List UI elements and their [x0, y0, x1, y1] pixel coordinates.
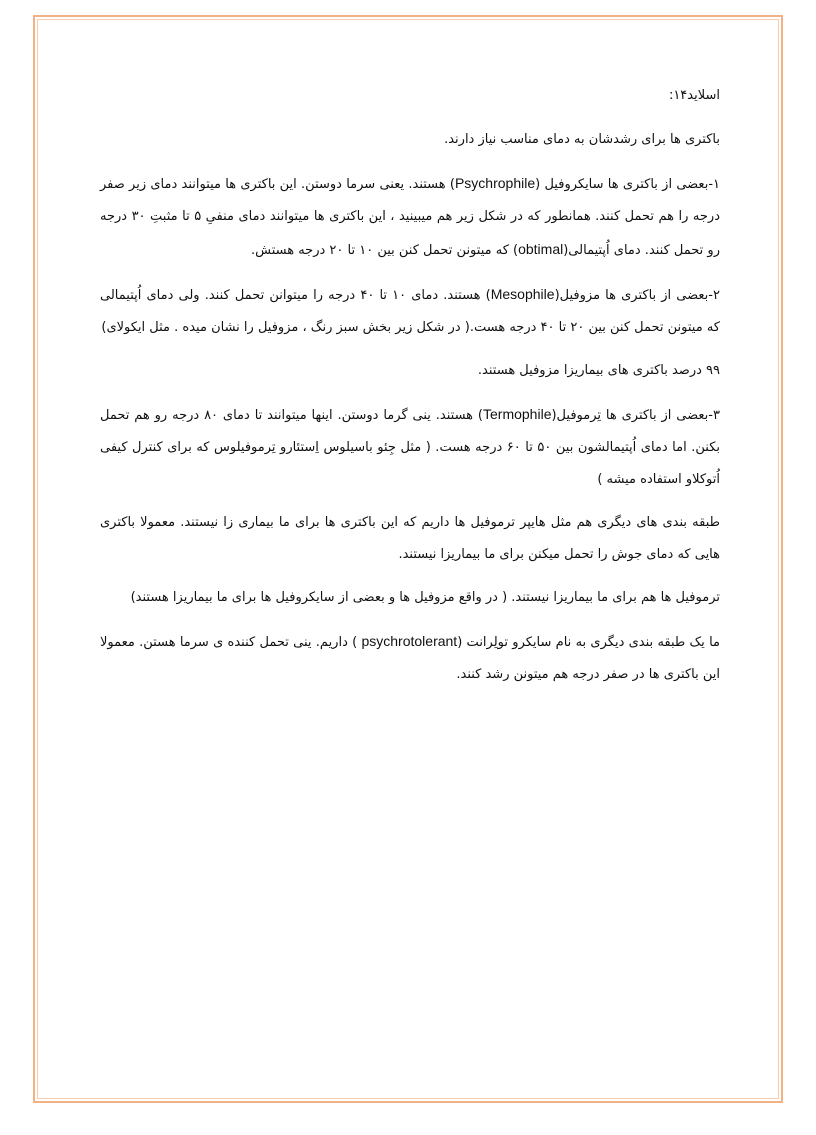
slide-title: اسلاید۱۴: [668, 88, 720, 103]
paragraph-text: ۱-بعضی از باکتری ها سایکروفیل ( [535, 177, 720, 192]
paragraph-text: ما یک طبقه بندی دیگری به نام سایکرو تولِرانت ( [457, 635, 720, 650]
paragraph-text: ) هستند. یعنی سرما دوستن. این باکتری ها میتوانند دمای زیر صفر درجه را هم تحمل کنند. همانطور که در شکل زیر هم میبینید ، این باکتری ها میتوانند دمای منفیِ ۵ تا مثبتِ ۳۰ درجه رو تحمل کنند. دمای اُپتیمالی( [100, 177, 720, 258]
paragraph-list [100, 124, 720, 691]
paragraph-p3 [100, 278, 720, 344]
paragraph-text: ترموفیل ها هم برای ما بیماریزا نیستند. ( در واقع مزوفیل ها و بعضی از سایکروفیل ها برای ما بیماریزا هستند) [130, 590, 720, 605]
paragraph-p4 [100, 355, 720, 387]
paragraph-p6 [100, 507, 720, 571]
paragraph-p5 [100, 398, 720, 496]
paragraph-text: ) هستند. دمای ۱۰ تا ۴۰ درجه را میتوانن تحمل کنند. ولی دمای اُپتیمالی که میتونن تحمل کنن بین ۲۰ تا ۴۰ درجه هست.( در شکل زیر بخش سبز رنگ ، مزوفیل را نشان میده . مثل ایکولای) [100, 288, 720, 335]
paragraph-text: ) هستند. ینی گرما دوستن. اینها میتوانند تا دمای ۸۰ درجه رو هم تحمل بکنن. اما دمای اُپتیمالشون بین ۵۰ تا ۶۰ درجه هست. ( مثل جِئو باسیلوس اِستئارو تِرموفیلوس که برای کنترل کیفی اُتوکلاو استفاده میشه ) [100, 408, 720, 487]
paragraph-text: طبقه بندی های دیگری هم مثل هایپر ترموفیل ها داریم که این باکتری ها برای ما بیماری زا نیستند. معمولا باکتری هایی که دمای جوش را تحمل میکنن برای ما بیماریزا نیستند. [100, 515, 720, 562]
latin-term: obtimal [518, 241, 564, 257]
latin-term: Mesophile [490, 286, 555, 302]
document-body [100, 80, 720, 702]
paragraph-p8 [100, 625, 720, 691]
paragraph-text: باکتری ها برای رشدشان به دمای مناسب نیاز دارند. [444, 132, 720, 147]
paragraph-p2 [100, 167, 720, 267]
paragraph-text: ۹۹ درصد باکتری های بیماریزا مزوفیل هستند. [477, 363, 720, 378]
latin-term: Termophile [483, 406, 552, 422]
paragraph-text: ۳-بعضی از باکتری ها تِرموفیل( [551, 408, 720, 423]
paragraph-text: ) داریم. ینی تحمل کننده ی سرما هستن. معمولا این باکتری ها در صفر درجه هم میتونن رشد کنند. [100, 635, 720, 682]
latin-term: Psychrophile [454, 175, 536, 191]
paragraph-text: ۲-بعضی از باکتری ها مزوفیل( [554, 288, 720, 303]
paragraph-text: ) که میتونن تحمل کنن بین ۱۰ تا ۲۰ درجه هستش. [251, 243, 519, 258]
latin-term: psychrotolerant [361, 633, 458, 649]
paragraph-p1 [100, 124, 720, 156]
paragraph-p7 [100, 582, 720, 614]
